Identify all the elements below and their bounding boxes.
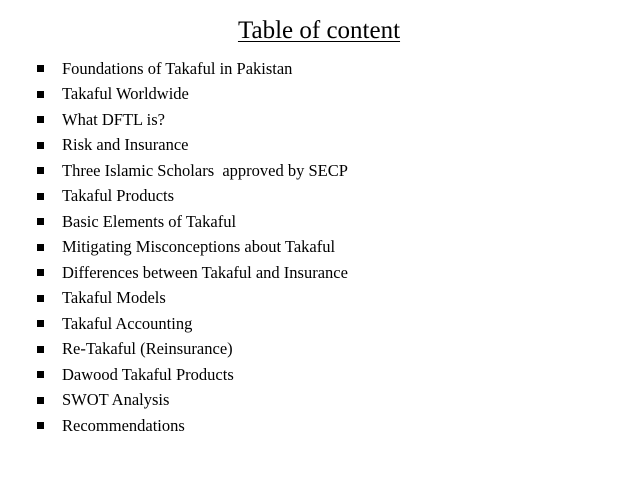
list-item	[36, 337, 348, 363]
list-item-text: Re-Takaful (Reinsurance)	[62, 339, 233, 359]
list-item	[36, 82, 348, 108]
list-item	[36, 311, 348, 337]
list-item	[36, 133, 348, 159]
square-bullet-icon	[37, 422, 44, 429]
list-item	[36, 235, 348, 261]
list-item	[36, 56, 348, 82]
square-bullet-icon	[37, 244, 44, 251]
square-bullet-icon	[37, 269, 44, 276]
square-bullet-icon	[37, 218, 44, 225]
list-item-text: Mitigating Misconceptions about Takaful	[62, 237, 336, 257]
square-bullet-icon	[37, 116, 44, 123]
list-item-text: SWOT Analysis	[62, 390, 170, 410]
square-bullet-icon	[37, 397, 44, 404]
list-item-text: Takaful Products	[62, 186, 175, 206]
square-bullet-icon	[37, 142, 44, 149]
square-bullet-icon	[37, 320, 44, 327]
square-bullet-icon	[37, 91, 44, 98]
square-bullet-icon	[37, 295, 44, 302]
square-bullet-icon	[37, 346, 44, 353]
list-item-text: Basic Elements of Takaful	[62, 211, 237, 231]
list-item	[36, 260, 348, 286]
slide-title-text: Table of content	[237, 17, 401, 44]
list-item-text: Risk and Insurance	[62, 135, 189, 155]
list-item	[36, 209, 348, 235]
list-item	[36, 184, 348, 210]
slide-title	[0, 14, 638, 48]
list-item-text: Takaful Worldwide	[62, 84, 189, 104]
list-item	[36, 362, 348, 388]
list-item	[36, 388, 348, 414]
square-bullet-icon	[37, 193, 44, 200]
square-bullet-icon	[37, 371, 44, 378]
list-item-text: Takaful Accounting	[62, 313, 193, 333]
square-bullet-icon	[37, 65, 44, 72]
list-item-text: Takaful Models	[62, 288, 166, 308]
list-item	[36, 158, 348, 184]
list-item-text: Recommendations	[62, 415, 185, 435]
list-item-text: Dawood Takaful Products	[62, 364, 234, 384]
list-item-text: What DFTL is?	[62, 109, 165, 129]
table-of-contents-list	[36, 56, 348, 439]
list-item-text: Three Islamic Scholars approved by SECP	[62, 160, 348, 180]
list-item	[36, 413, 348, 439]
list-item	[36, 286, 348, 312]
square-bullet-icon	[37, 167, 44, 174]
list-item-text: Differences between Takaful and Insurance	[62, 262, 348, 282]
list-item	[36, 107, 348, 133]
list-item-text: Foundations of Takaful in Pakistan	[62, 58, 293, 78]
